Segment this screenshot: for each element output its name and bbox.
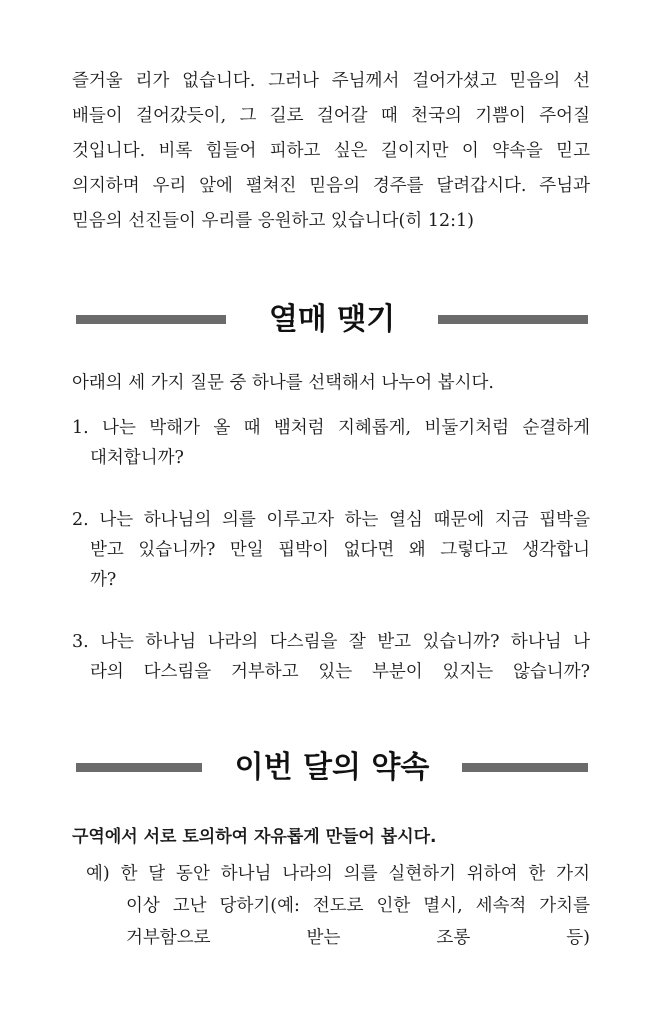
paragraph-line: 믿음의 선진들이 우리를 응원하고 있습니다(히 12:1): [72, 211, 474, 231]
promise-intro: 구역에서 서로 토의하여 자유롭게 만들어 봅시다.: [72, 827, 437, 847]
promise-heading-row: [76, 748, 588, 788]
heading-rule-right: [438, 315, 588, 324]
question-line: 3. 나는 하나님 나라의 다스림을 잘 받고 있습니까? 하나님 나: [72, 632, 590, 652]
question-line: 받고 있습니까? 만일 핍박이 없다면 왜 그렇다고 생각합니: [90, 540, 590, 560]
question-line: 까?: [90, 570, 117, 590]
paragraph-line: 것입니다. 비록 힘들어 피하고 싶은 길이지만 이 약속을 믿고: [72, 141, 590, 161]
fruit-heading-row: [76, 300, 588, 340]
paragraph-line: 즐거울 리가 없습니다. 그러나 주님께서 걸어가셨고 믿음의 선: [72, 71, 590, 91]
fruit-heading: 열매 맺기: [268, 302, 396, 337]
question-line: 라의 다스림을 거부하고 있는 부분이 있지는 않습니까?: [90, 662, 590, 682]
promise-example: [86, 858, 590, 954]
fruit-intro: 아래의 세 가지 질문 중 하나를 선택해서 나누어 봅시다.: [72, 373, 494, 393]
heading-rule-right: [462, 763, 588, 772]
question-3: [72, 627, 590, 687]
paragraph-line: 의지하며 우리 앞에 펼쳐진 믿음의 경주를 달려갑시다. 주님과: [72, 176, 591, 196]
question-2: [72, 505, 590, 595]
question-line: 2. 나는 하나님의 의를 이루고자 하는 열심 때문에 지금 핍박을: [72, 510, 590, 530]
question-1: [72, 413, 590, 473]
question-line: 대처합니까?: [90, 448, 184, 468]
example-line: 거부함으로 받는 조롱 등): [126, 928, 590, 948]
example-line: 이상 고난 당하기(예: 전도로 인한 멸시, 세속적 가치를: [126, 896, 590, 916]
paragraph-line: 배들이 걸어갔듯이, 그 길로 걸어갈 때 천국의 기쁨이 주어질: [72, 106, 590, 126]
example-line: 예) 한 달 동안 하나님 나라의 의를 실현하기 위하여 한 가지: [86, 864, 590, 884]
promise-heading: 이번 달의 약속: [234, 750, 430, 785]
question-line: 1. 나는 박해가 올 때 뱀처럼 지혜롭게, 비둘기처럼 순결하게: [72, 418, 590, 438]
opening-paragraph: [72, 64, 590, 239]
